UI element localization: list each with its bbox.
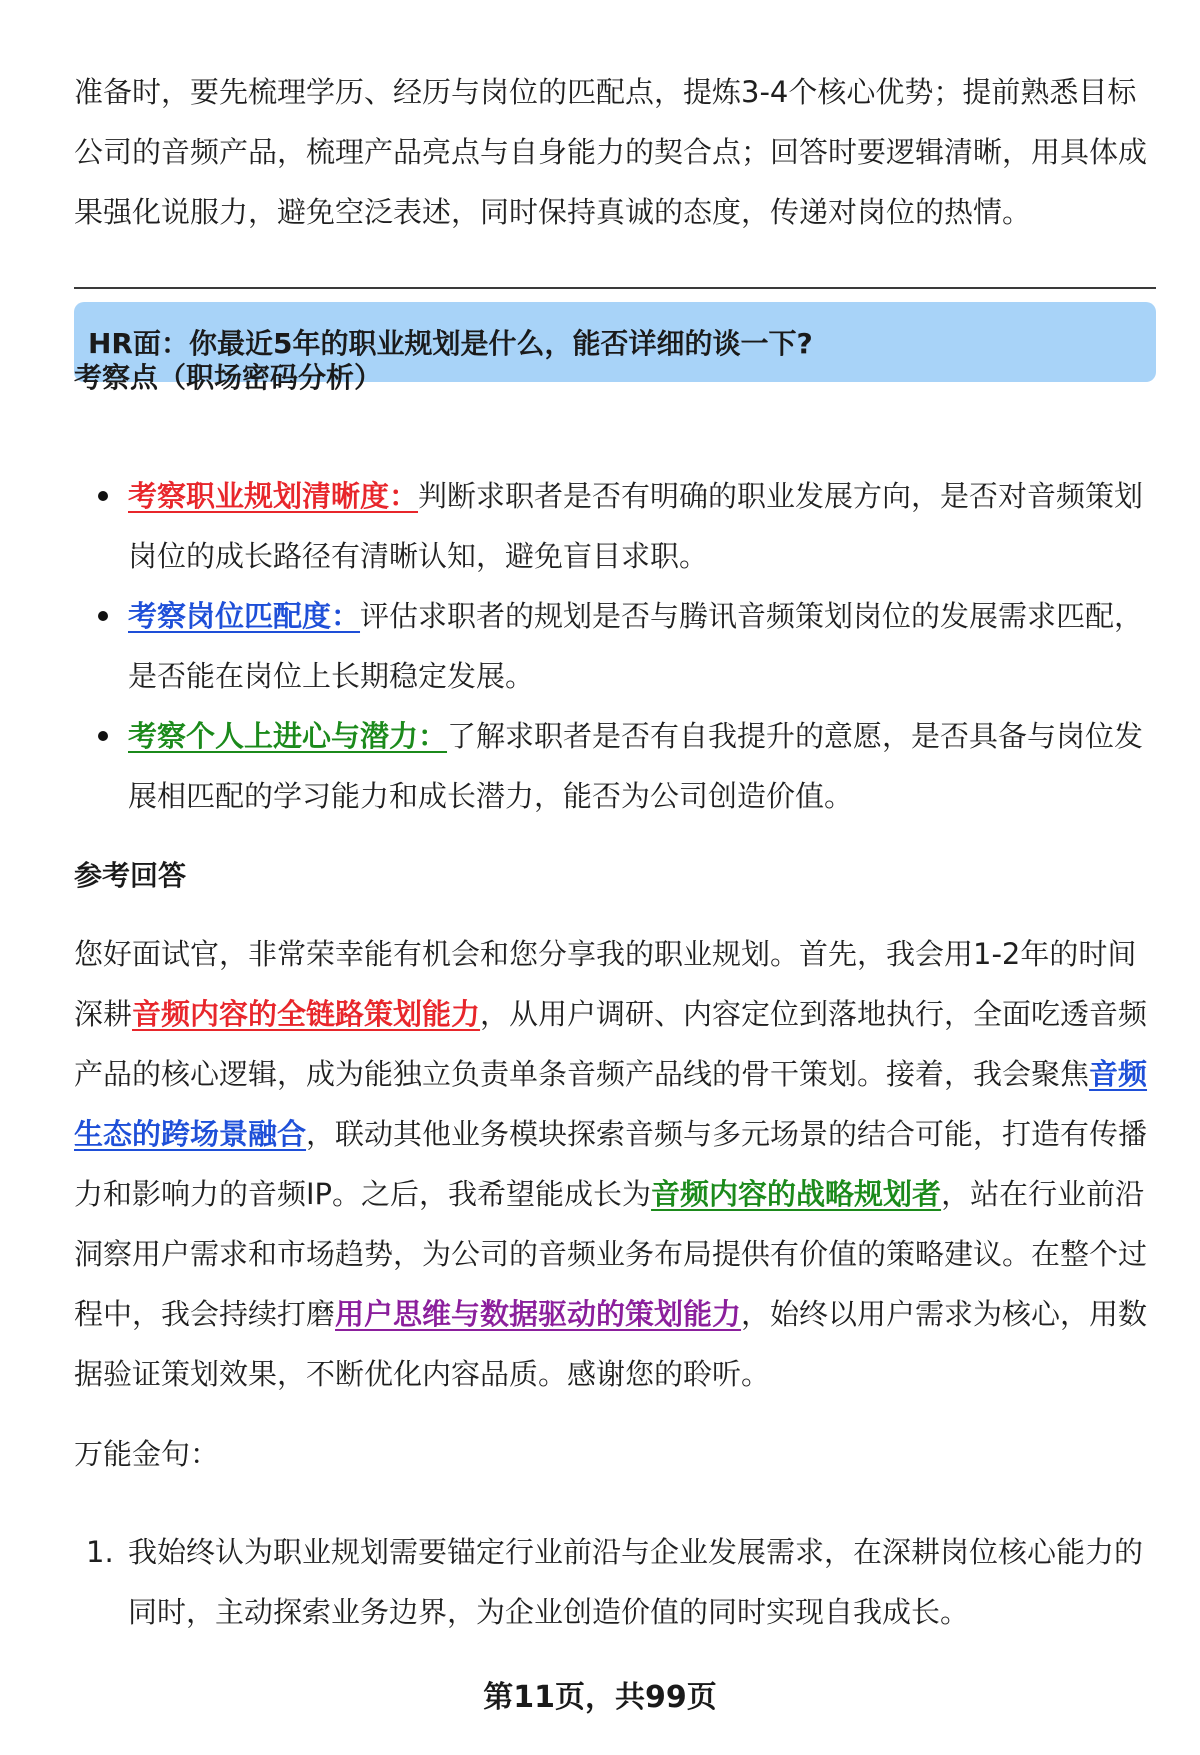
answer-text: ，站在行业前沿洞察用户需求和市场趋势，为公司的音频业务布局提供有价值的策略建议。在整个过程中，我会持续打磨 [74,1177,1148,1331]
bullet-dot-icon [98,491,108,501]
bullet-highlight: 考察岗位匹配度： [128,599,361,633]
answer-highlight: 用户思维与数据驱动的策划能力 [335,1297,742,1331]
question-text: HR面：你最近5年的职业规划是什么，能否详细的谈一下? [88,327,813,360]
answer-text: ，联动其他业务模块探索音频与多元场景的结合可能，打造有传播力和影响力的音频IP。之后，我希望能成长为 [74,1117,1148,1211]
golden-sentence-label: 万能金句： [74,1437,220,1471]
section-divider [74,287,1156,289]
list-number: 1. [86,1535,114,1569]
assessment-list [74,466,1156,826]
bullet-highlight: 考察个人上进心与潜力： [128,719,448,753]
answer-highlight: 音频生态的跨场景融合 [74,1057,1148,1151]
answer-paragraph [74,924,1156,1404]
answer-highlight: 音频内容的全链路策划能力 [132,997,481,1031]
answer-text: 您好面试官，非常荣幸能有机会和您分享我的职业规划。首先，我会用1-2年的时间深耕 [74,937,1137,1031]
bullet-dot-icon [98,611,108,621]
bullet-highlight: 考察职业规划清晰度： [128,479,419,513]
section-title: 考察点（职场密码分析） [74,361,383,394]
list-item [74,586,1156,706]
bullet-text: 判断求职者是否有明确的职业发展方向，是否对音频策划岗位的成长路径有清晰认知，避免盲目求职。 [128,479,1144,573]
bullet-dot-icon [98,731,108,741]
answer-title: 参考回答 [74,859,187,892]
list-item [74,1522,1156,1642]
list-item [74,706,1156,826]
bullet-text: 了解求职者是否有自我提升的意愿，是否具备与岗位发展相匹配的学习能力和成长潜力，能否为公司创造价值。 [128,719,1144,813]
golden-sentence-list [74,1522,1156,1642]
intro-paragraph: 准备时，要先梳理学历、经历与岗位的匹配点，提炼3-4个核心优势；提前熟悉目标公司的音频产品，梳理产品亮点与自身能力的契合点；回答时要逻辑清晰，用具体成果强化说服力，避免空泛表述，同时保持真诚的态度，传递对岗位的热情。 [74,75,1148,229]
answer-highlight: 音频内容的战略规划者 [651,1177,942,1211]
list-item [74,466,1156,586]
page-number: 第11页，共99页 [483,1680,717,1715]
bullet-text: 评估求职者的规划是否与腾讯音频策划岗位的发展需求匹配，是否能在岗位上长期稳定发展。 [128,599,1144,693]
answer-text: ，始终以用户需求为核心，用数据验证策划效果，不断优化内容品质。感谢您的聆听。 [74,1297,1148,1391]
answer-text: ，从用户调研、内容定位到落地执行，全面吃透音频产品的核心逻辑，成为能独立负责单条音频产品线的骨干策划。接着，我会聚焦 [74,997,1148,1091]
list-item-text: 我始终认为职业规划需要锚定行业前沿与企业发展需求，在深耕岗位核心能力的同时，主动探索业务边界，为企业创造价值的同时实现自我成长。 [128,1535,1144,1629]
